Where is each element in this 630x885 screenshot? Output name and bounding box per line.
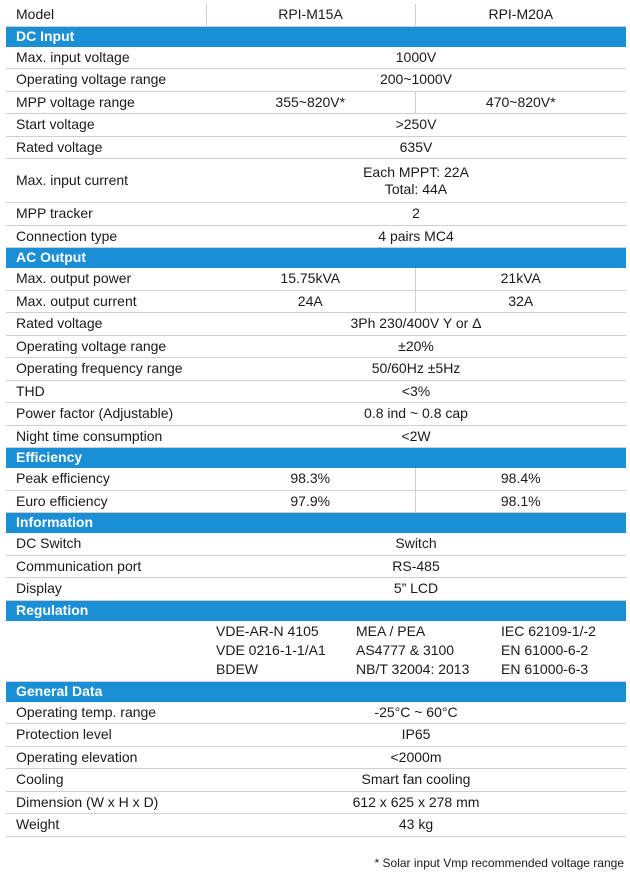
row-label: Dimension (W x H x D) <box>6 791 206 814</box>
row-value-m20: 98.1% <box>415 490 626 513</box>
row-value: 200~1000V <box>206 69 626 92</box>
row-euro-efficiency <box>6 490 626 513</box>
row-value <box>206 159 626 203</box>
regulation-item: VDE-AR-N 4105 <box>216 623 319 639</box>
row-value: 43 kg <box>206 814 626 837</box>
row-label: Peak efficiency <box>6 468 206 491</box>
row-label: Night time consumption <box>6 425 206 448</box>
section-regulation <box>6 600 626 620</box>
row-label: Max. output current <box>6 290 206 313</box>
row-max-output-current <box>6 290 626 313</box>
value-line-2: Total: 44A <box>384 180 448 197</box>
row-peak-efficiency <box>6 468 626 491</box>
row-label: Max. input voltage <box>6 46 206 69</box>
section-title: Regulation <box>6 600 626 620</box>
row-value: 4 pairs MC4 <box>206 225 626 248</box>
row-display <box>6 578 626 601</box>
row-value: 635V <box>206 136 626 159</box>
row-value: Smart fan cooling <box>206 769 626 792</box>
row-value: <2000m <box>206 746 626 769</box>
row-value: <2W <box>206 425 626 448</box>
row-operating-elevation <box>6 746 626 769</box>
regulation-item: BDEW <box>216 661 258 677</box>
row-value-m15: 355~820V* <box>206 91 415 114</box>
spec-table <box>6 4 626 837</box>
regulation-item: IEC 62109-1/-2 <box>501 623 596 639</box>
row-label: Communication port <box>6 555 206 578</box>
section-information <box>6 513 626 533</box>
row-protection-level <box>6 724 626 747</box>
row-connection-type <box>6 225 626 248</box>
row-value-m15: 97.9% <box>206 490 415 513</box>
section-title: DC Input <box>6 26 626 46</box>
row-value-m15: 15.75kVA <box>206 268 415 291</box>
row-start-voltage <box>6 114 626 137</box>
row-thd <box>6 380 626 403</box>
row-value: 1000V <box>206 46 626 69</box>
row-label: Operating elevation <box>6 746 206 769</box>
row-label: Display <box>6 578 206 601</box>
row-label: Operating voltage range <box>6 69 206 92</box>
section-title: Information <box>6 513 626 533</box>
row-label: Start voltage <box>6 114 206 137</box>
regulation-item: VDE 0216-1-1/A1 <box>216 642 326 658</box>
row-label: Cooling <box>6 769 206 792</box>
regulation-item: MEA / PEA <box>356 623 426 639</box>
row-mpp-voltage-range <box>6 91 626 114</box>
row-label: Max. output power <box>6 268 206 291</box>
row-label: Max. input current <box>6 159 206 203</box>
row-operating-temp-range <box>6 701 626 724</box>
row-value: ±20% <box>206 335 626 358</box>
row-value: <3% <box>206 380 626 403</box>
row-power-factor <box>6 403 626 426</box>
row-value-m20: 32A <box>415 290 626 313</box>
row-label: Euro efficiency <box>6 490 206 513</box>
value-line-1: Each MPPT: 22A <box>363 163 469 180</box>
row-value: 3Ph 230/400V Y or Δ <box>206 313 626 336</box>
row-value: 612 x 625 x 278 mm <box>206 791 626 814</box>
section-efficiency <box>6 448 626 468</box>
row-label: Operating voltage range <box>6 335 206 358</box>
section-ac-output <box>6 248 626 268</box>
row-operating-voltage-range-ac <box>6 335 626 358</box>
row-value-m20: 98.4% <box>415 468 626 491</box>
row-max-input-voltage <box>6 46 626 69</box>
row-value: 0.8 ind ~ 0.8 cap <box>206 403 626 426</box>
header-model: Model <box>6 4 206 26</box>
header-row <box>6 4 626 26</box>
row-label: Rated voltage <box>6 313 206 336</box>
row-mpp-tracker <box>6 203 626 226</box>
row-cooling <box>6 769 626 792</box>
row-value: Switch <box>206 533 626 556</box>
row-label-empty <box>6 620 206 681</box>
section-title: Efficiency <box>6 448 626 468</box>
row-label: Operating temp. range <box>6 701 206 724</box>
row-weight <box>6 814 626 837</box>
row-label: Power factor (Adjustable) <box>6 403 206 426</box>
section-title: General Data <box>6 681 626 701</box>
row-operating-voltage-range <box>6 69 626 92</box>
row-value: 5” LCD <box>206 578 626 601</box>
row-label: Weight <box>6 814 206 837</box>
row-dc-switch <box>6 533 626 556</box>
row-label: THD <box>6 380 206 403</box>
section-general-data <box>6 681 626 701</box>
row-label: Protection level <box>6 724 206 747</box>
row-label: Rated voltage <box>6 136 206 159</box>
header-rpi-m20a: RPI-M20A <box>415 4 626 26</box>
row-label: Operating frequency range <box>6 358 206 381</box>
footnote: * Solar input Vmp recommended voltage range <box>374 856 624 870</box>
row-value-m15: 98.3% <box>206 468 415 491</box>
row-value: -25°C ~ 60°C <box>206 701 626 724</box>
regulation-list <box>206 620 626 681</box>
row-dimension <box>6 791 626 814</box>
row-communication-port <box>6 555 626 578</box>
regulation-item: NB/T 32004: 2013 <box>356 661 470 677</box>
row-value: IP65 <box>206 724 626 747</box>
row-value: 50/60Hz ±5Hz <box>206 358 626 381</box>
row-value: 2 <box>206 203 626 226</box>
regulation-item: AS4777 & 3100 <box>356 642 455 658</box>
row-value-m20: 470~820V* <box>415 91 626 114</box>
row-operating-frequency-range <box>6 358 626 381</box>
row-label: DC Switch <box>6 533 206 556</box>
section-title: AC Output <box>6 248 626 268</box>
row-value-m20: 21kVA <box>415 268 626 291</box>
row-label: Connection type <box>6 225 206 248</box>
regulation-item: EN 61000-6-3 <box>501 661 589 677</box>
row-max-output-power <box>6 268 626 291</box>
row-rated-voltage-ac <box>6 313 626 336</box>
row-night-time-consumption <box>6 425 626 448</box>
row-label: MPP tracker <box>6 203 206 226</box>
row-value: >250V <box>206 114 626 137</box>
row-label: MPP voltage range <box>6 91 206 114</box>
row-max-input-current <box>6 159 626 203</box>
section-dc-input <box>6 26 626 46</box>
row-value-m15: 24A <box>206 290 415 313</box>
regulation-item: EN 61000-6-2 <box>501 642 589 658</box>
row-rated-voltage-dc <box>6 136 626 159</box>
row-regulation <box>6 620 626 681</box>
row-value: RS-485 <box>206 555 626 578</box>
header-rpi-m15a: RPI-M15A <box>206 4 415 26</box>
